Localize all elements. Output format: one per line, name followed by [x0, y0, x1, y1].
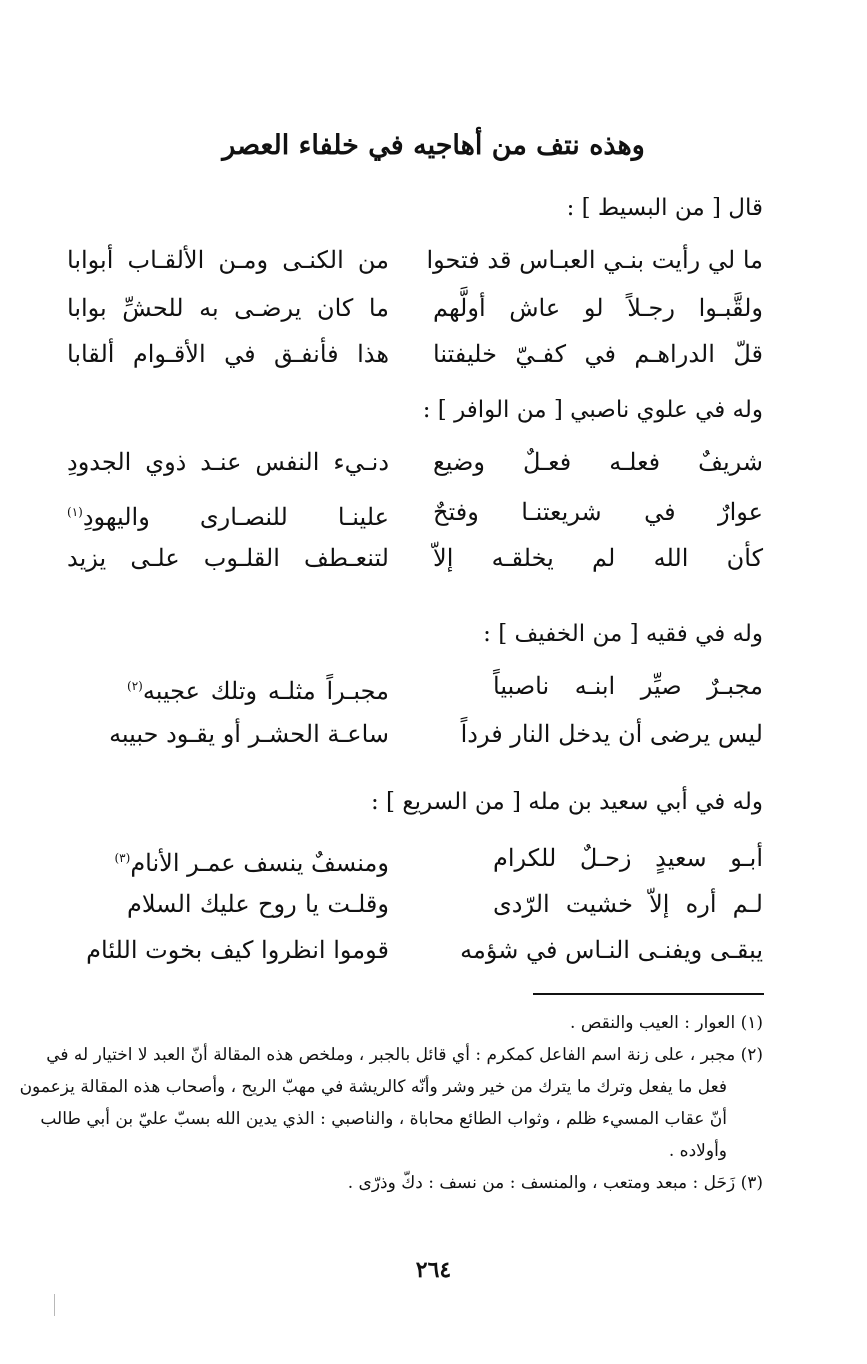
first-hemistich: عوارٌ في شريعتنـا وفتحٌ: [433, 498, 763, 526]
verse-line: [0, 836, 867, 880]
footnote-separator: [533, 993, 764, 995]
verse-line: [0, 440, 867, 484]
footnote-marker: (٢): [127, 679, 143, 693]
verse-line: [0, 332, 867, 376]
first-hemistich: لـم أره إلاّ خشيت الرّدى: [493, 890, 763, 918]
first-hemistich: قلّ الدراهـم في كفـيّ خليفتنا: [433, 340, 763, 368]
hemistich-text: ومنسفٌ ينسف عمـر الأنام: [130, 849, 389, 877]
second-hemistich: قوموا انظروا كيف بخوت اللئام: [86, 936, 389, 964]
page-number: ٢٦٤: [415, 1257, 452, 1283]
poem-intro: قال [ من البسيط ] :: [566, 195, 763, 221]
footnotes: [19, 1007, 763, 1199]
verse-line: [0, 928, 867, 972]
second-hemistich: ساعـة الحشـر أو يقـود حبيبه: [109, 720, 389, 748]
footnote-2-continuation: أنّ عقاب المسيء ظلم ، وثواب الطائع محاباة ، والناصبي : الذي يدين الله بسبّ عليّ بن أبي طالب: [40, 1109, 727, 1129]
first-hemistich: ولقَّبـوا رجـلاً لو عاش أولَّهم: [433, 294, 763, 322]
verse-line: [0, 882, 867, 926]
second-hemistich: لتنعـطف القلـوب علـى يزيد: [67, 544, 389, 572]
second-hemistich: هذا فأنفـق في الأقـوام ألقابا: [67, 340, 389, 368]
first-hemistich: مجبـرٌ صيِّر ابنـه ناصبياً: [493, 672, 763, 700]
verse-line: [0, 238, 867, 282]
first-hemistich: يبقـى ويفنـى النـاس في شؤمه: [460, 936, 763, 964]
second-hemistich: من الكنـى ومـن الألقـاب أبوابا: [67, 246, 389, 274]
poem-intro: وله في علوي ناصبي [ من الوافر ] :: [422, 397, 763, 423]
margin-mark: [54, 1294, 55, 1316]
second-hemistich: وقلـت يا روح عليك السلام: [127, 890, 389, 918]
second-hemistich: دنـيء النفس عنـد ذوي الجدودِ: [67, 448, 389, 476]
first-hemistich: أبـو سعيدٍ زحـلٌ للكرام: [493, 844, 763, 872]
footnote-2-continuation: فعل ما يفعل وترك ما يترك من خير وشر وأنّه كالريشة في مهبّ الريح ، وأصحاب هذه المقالة يزعمون: [19, 1077, 727, 1097]
second-hemistich: [127, 664, 389, 713]
footnote-marker: (١): [67, 505, 83, 519]
poem-intro: وله في فقيه [ من الخفيف ] :: [483, 621, 763, 647]
footnote-3: (٣) زَحَل : مبعد ومتعب ، والمنسف : من نسف : دكّ وذرّى .: [347, 1173, 763, 1193]
footnote-2: (٢) مجبر ، على زنة اسم الفاعل كمكرم : أي قائل بالجبر ، وملخص هذه المقالة أنّ العبد لا اختيار له في: [46, 1045, 763, 1065]
footnote-marker: (٣): [114, 851, 131, 865]
first-hemistich: ليس يرضى أن يدخل النار فرداً: [460, 720, 763, 748]
second-hemistich: ما كان يرضـى به للحشِّ بوابا: [67, 294, 389, 322]
first-hemistich: كأن الله لم يخلقـه إلاّ: [433, 544, 763, 572]
footnote-1: (١) العوار : العيب والنقص .: [570, 1013, 763, 1033]
verse-line: [0, 536, 867, 580]
section-title: وهذه نتف من أهاجيه في خلفاء العصر: [222, 130, 645, 161]
poem-intro: وله في أبي سعيد بن مله [ من السريع ] :: [370, 789, 763, 815]
verse-line: [0, 286, 867, 330]
hemistich-text: علينـا للنصـارى واليهودِ: [82, 503, 389, 531]
first-hemistich: ما لي رأيت بنـي العبـاس قد فتحوا: [426, 246, 763, 274]
verse-line: [0, 490, 867, 534]
hemistich-text: مجبـراً مثلـه وتلك عجيبه: [142, 677, 389, 705]
second-hemistich: [67, 490, 389, 539]
footnote-2-continuation: وأولاده .: [668, 1141, 727, 1161]
second-hemistich: [114, 836, 389, 885]
first-hemistich: شريفٌ فعلـه فعـلٌ وضيع: [433, 448, 763, 476]
verse-line: [0, 664, 867, 708]
verse-line: [0, 712, 867, 756]
